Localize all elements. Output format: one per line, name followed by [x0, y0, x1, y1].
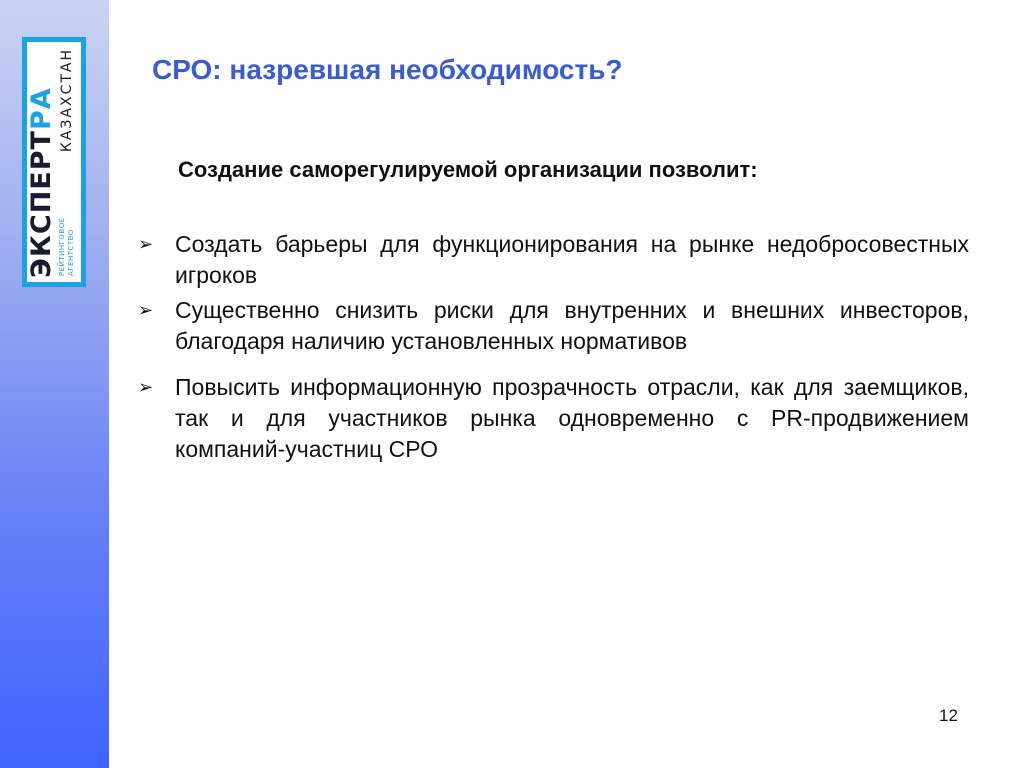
slide-title: СРО: назревшая необходимость? — [152, 54, 623, 85]
arrow-bullet-icon: ➢ — [138, 300, 154, 321]
bullet-list — [138, 229, 969, 469]
logo-rotated-text — [27, 42, 81, 282]
logo-tagline-line2: АГЕНТСТВО — [67, 229, 75, 276]
logo-wordmark-part2: РА — [26, 87, 57, 131]
bullet-text: Существенно снизить риски для внутренних и внешних инвесторов, благодаря наличию установленных нормативов — [175, 297, 969, 354]
page-number: 12 — [939, 706, 958, 725]
logo-wordmark — [28, 87, 56, 278]
bullet-item — [138, 372, 969, 465]
bullet-text: Повысить информационную прозрачность отрасли, как для заемщиков, так и для участников рынка одновременно с PR-продвижением компаний-участниц СРО — [175, 374, 969, 462]
logo-inner — [27, 42, 81, 282]
logo-wordmark-part1: ЭКСПЕРТ — [26, 130, 57, 278]
slide-subtitle: Создание саморегулируемой организации позволит: — [178, 157, 758, 182]
logo-region: КАЗАХСТАН — [59, 48, 75, 153]
arrow-bullet-icon: ➢ — [138, 234, 154, 255]
expert-ra-logo — [22, 37, 86, 287]
bullet-text: Создать барьеры для функционирования на рынке недобросовестных игроков — [175, 231, 969, 288]
bullet-item — [138, 295, 969, 357]
arrow-bullet-icon: ➢ — [138, 377, 154, 398]
sidebar-gradient — [0, 0, 109, 768]
logo-tagline-line1: РЕЙТИНГОВОЕ — [58, 217, 66, 276]
bullet-item — [138, 229, 969, 291]
